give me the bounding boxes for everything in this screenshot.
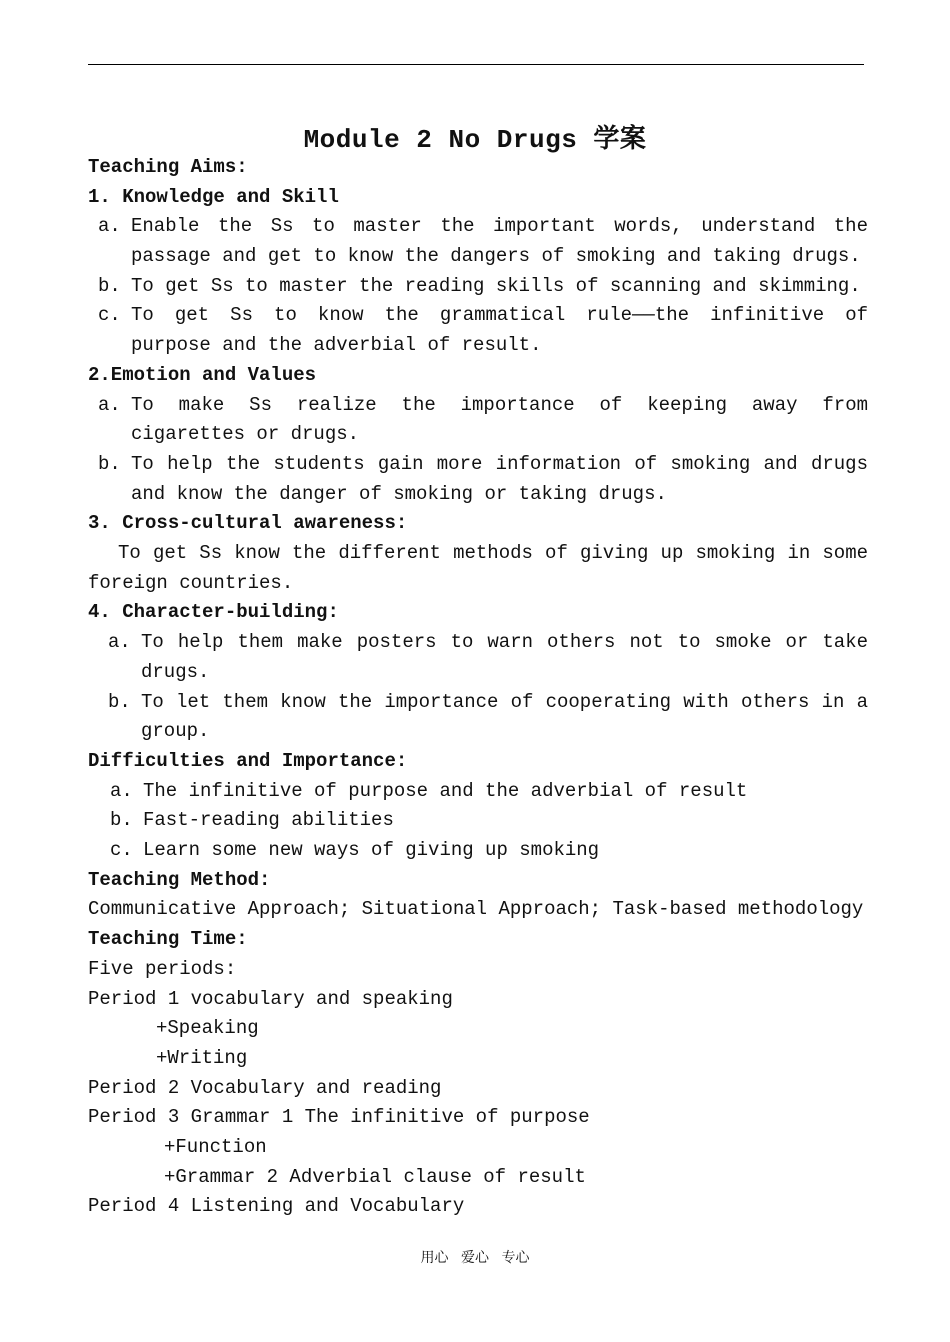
period-4: Period 4 Listening and Vocabulary	[88, 1195, 465, 1218]
list-marker: c.	[110, 839, 133, 862]
teaching-method-heading: Teaching Method:	[88, 868, 271, 891]
teaching-method-text: Communicative Approach; Situational Approach; Task-based methodology	[88, 898, 864, 921]
list-item-text: The infinitive of purpose and the adverbial of result	[143, 779, 748, 802]
list-marker: b.	[110, 809, 133, 832]
list-marker: a.	[98, 215, 121, 238]
document-body	[88, 153, 868, 1222]
list-item-text: To help them make posters to warn others not to smoke or take drugs.	[141, 631, 868, 683]
difficulty-item-a	[88, 777, 868, 807]
teaching-time-heading: Teaching Time:	[88, 928, 248, 951]
difficulties-heading: Difficulties and Importance:	[88, 749, 408, 772]
list-marker: b.	[108, 690, 131, 713]
list-marker: c.	[98, 304, 121, 327]
knowledge-item-a	[88, 212, 868, 271]
cross-cultural-text: To get Ss know the different methods of giving up smoking in some foreign countries.	[88, 542, 868, 594]
character-building-heading: 4. Character-building:	[88, 601, 339, 624]
list-marker: b.	[98, 274, 121, 297]
list-marker: a.	[98, 393, 121, 416]
list-item-text: Learn some new ways of giving up smoking	[143, 839, 600, 862]
character-item-a	[88, 628, 868, 687]
list-item-text: Enable the Ss to master the important words, understand the passage and get to know the dangers of smoking and taking drugs.	[131, 215, 868, 268]
knowledge-item-c	[88, 301, 868, 360]
period-3: Period 3 Grammar 1 The infinitive of purpose	[88, 1106, 590, 1129]
period-1: Period 1 vocabulary and speaking	[88, 987, 453, 1010]
list-item-text: To help the students gain more information of smoking and drugs and know the danger of smoking or taking drugs.	[131, 452, 868, 505]
list-marker: a.	[110, 779, 133, 802]
list-item-text: To get Ss to know the grammatical rule——the infinitive of purpose and the adverbial of result.	[131, 304, 868, 357]
emotion-values-heading: 2.Emotion and Values	[88, 363, 317, 386]
teaching-time-intro: Five periods:	[88, 957, 237, 980]
knowledge-item-b	[88, 272, 868, 302]
page-title: Module 2 No Drugs 学案	[303, 125, 647, 155]
period-3-grammar-2: +Grammar 2 Adverbial clause of result	[164, 1165, 586, 1188]
cross-cultural-heading: 3. Cross-cultural awareness:	[88, 512, 408, 535]
list-item-text: To make Ss realize the importance of keeping away from cigarettes or drugs.	[131, 393, 868, 446]
emotion-item-b	[88, 450, 868, 509]
list-item-text: Fast-reading abilities	[143, 809, 394, 832]
list-marker: a.	[108, 631, 131, 654]
period-1-speaking: +Speaking	[156, 1017, 259, 1040]
teaching-aims-heading: Teaching Aims:	[88, 156, 248, 178]
difficulty-item-c	[88, 836, 868, 866]
period-3-function: +Function	[164, 1135, 267, 1158]
list-marker: b.	[98, 452, 121, 475]
period-1-writing: +Writing	[156, 1046, 248, 1069]
emotion-item-a	[88, 391, 868, 450]
character-item-b	[88, 688, 868, 747]
header-rule	[88, 64, 864, 65]
difficulty-item-b	[88, 806, 868, 836]
list-item-text: To get Ss to master the reading skills of scanning and skimming.	[131, 274, 861, 297]
page-footer: 用心 爱心 专心	[420, 1250, 530, 1266]
knowledge-skill-heading: 1. Knowledge and Skill	[88, 185, 339, 208]
period-2: Period 2 Vocabulary and reading	[88, 1076, 442, 1099]
list-item-text: To let them know the importance of cooperating with others in a group.	[141, 690, 868, 743]
